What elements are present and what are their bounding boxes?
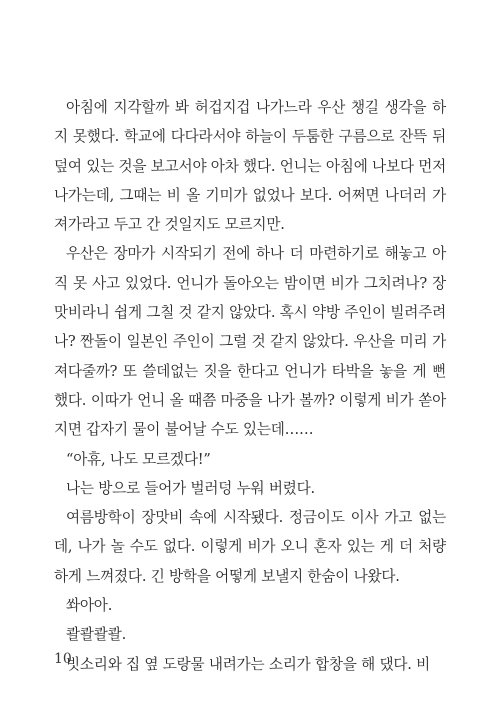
- onomatopoeia-line: 쏴아아.: [66, 597, 113, 615]
- paragraph: 나는 방으로 들어가 벌러덩 누워 버렸다.: [66, 479, 315, 497]
- paragraph: 아침에 지각할까 봐 허겁지겁 나가느라 우산 챙길 생각을 하지 못했다. 학교에 다다라서야 하늘이 두툼한 구름으로 잔뜩 뒤덮여 있는 것을 보고서야 아차 했다. 언니는 아침에 나보다 먼저 나가는데, 그때는 비 올 기미가 없었나 보다. 어쩌면 나더러 가져가라고 두고 간 것일지도 모르지만.: [54, 99, 446, 234]
- dialogue-line: “아휴, 나도 모르겠다!”: [66, 450, 211, 468]
- onomatopoeia-line: 콸콸콸콸.: [66, 626, 127, 644]
- paragraph: 우산은 장마가 시작되기 전에 하나 더 마련하기로 해놓고 아직 못 사고 있었다. 언니가 돌아오는 밤이면 비가 그치려나? 장맛비라니 쉽게 그칠 것 같지 않았다. 혹시 약방 주인이 빌려주려나? 짠돌이 일본인 주인이 그럴 것 같지 않았다. 우산을 미리 가져다줄까? 또 쓸데없는 짓을 한다고 언니가 타박을 놓을 게 뻔했다. 이따가 언니 올 때쯤 마중을 나가 볼까? 이렇게 비가 쏟아지면 갑자기 물이 불어날 수도 있는데……: [54, 245, 446, 439]
- page-number: 10: [54, 651, 72, 667]
- body-text: [54, 93, 446, 679]
- paragraph: 여름방학이 장맛비 속에 시작됐다. 정금이도 이사 가고 없는데, 나가 놀 수도 없다. 이렇게 비가 오니 혼자 있는 게 더 처량하게 느껴졌다. 긴 방학을 어떻게 보낼지 한숨이 나왔다.: [54, 509, 446, 585]
- paragraph: 빗소리와 집 옆 도랑물 내려가는 소리가 합창을 해 댔다. 비: [66, 655, 431, 673]
